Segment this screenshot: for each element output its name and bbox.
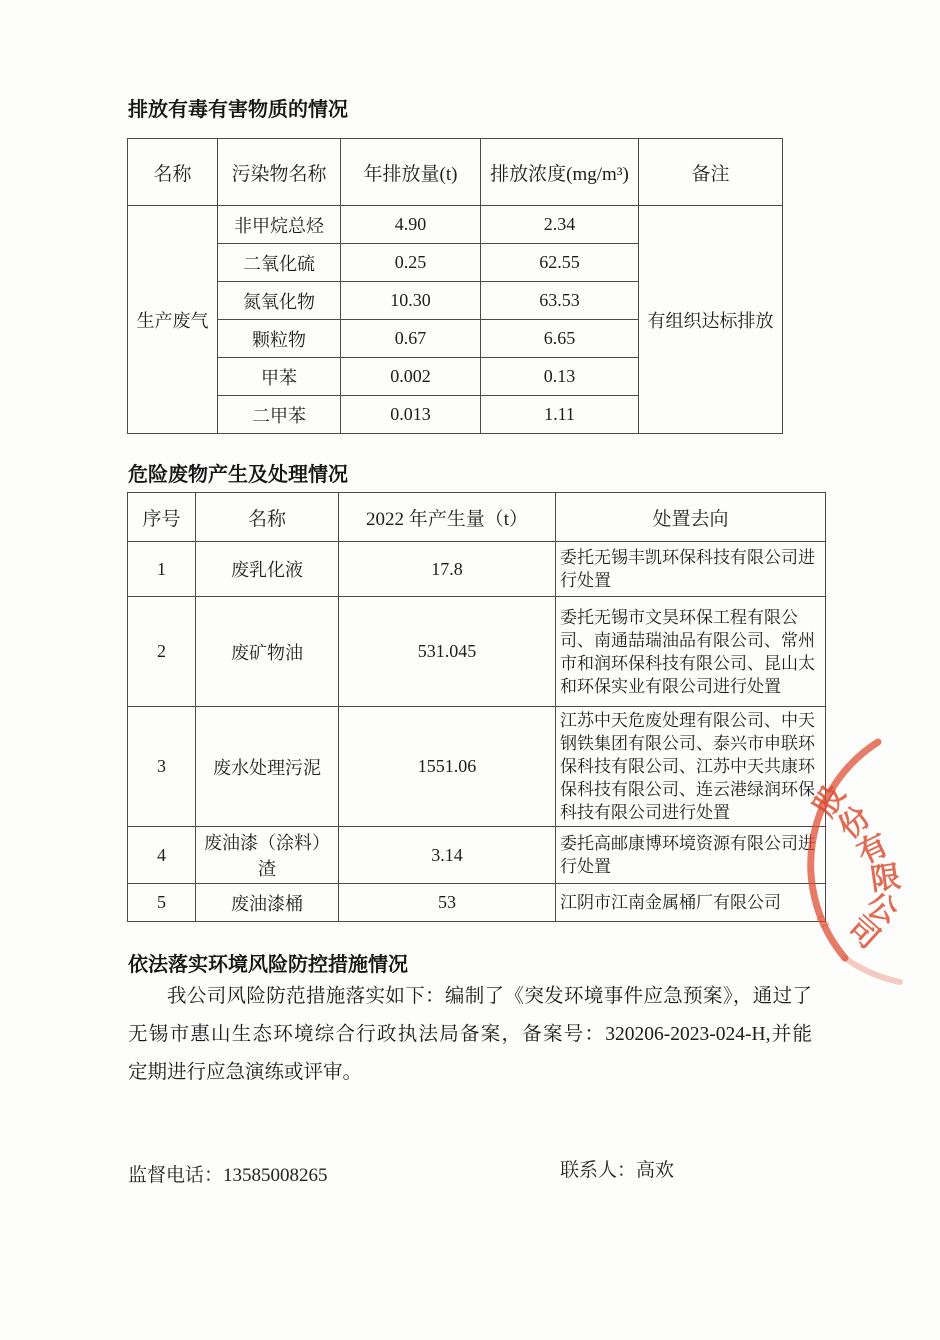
waste-header-row — [128, 493, 826, 542]
pollutant-cell: 氮氧化物 — [218, 282, 341, 320]
amount-cell: 0.002 — [341, 358, 481, 396]
table-row — [128, 597, 826, 707]
pollutant-cell: 颗粒物 — [218, 320, 341, 358]
destination-cell: 委托高邮康博环境资源有限公司进行处置 — [556, 827, 826, 884]
concentration-cell: 63.53 — [481, 282, 639, 320]
stamp-char: 限 — [868, 860, 903, 898]
pollutant-cell: 二甲苯 — [218, 396, 341, 434]
column-header: 序号 — [128, 493, 196, 542]
concentration-cell: 62.55 — [481, 244, 639, 282]
table-row — [128, 884, 826, 922]
amount-cell: 4.90 — [341, 206, 481, 244]
amount-cell: 0.67 — [341, 320, 481, 358]
waste-title: 危险废物产生及处理情况 — [128, 464, 348, 486]
emissions-header-row — [128, 139, 783, 206]
concentration-cell: 6.65 — [481, 320, 639, 358]
stamp-char: 公 — [862, 888, 902, 930]
remark-cell: 有组织达标排放 — [639, 206, 783, 434]
stamp-char: 份 — [832, 800, 877, 846]
column-header: 2022 年产生量（t） — [339, 493, 556, 542]
concentration-cell: 1.11 — [481, 396, 639, 434]
name-cell: 废油漆桶 — [196, 884, 339, 922]
column-header: 年排放量(t) — [341, 139, 481, 206]
paragraph-line: 定期进行应急演练或评审。 — [128, 1062, 363, 1083]
amount-cell: 1551.06 — [339, 707, 556, 827]
column-header: 处置去向 — [556, 493, 826, 542]
pollutant-cell: 甲苯 — [218, 358, 341, 396]
column-header: 名称 — [196, 493, 339, 542]
no-cell: 4 — [128, 827, 196, 884]
column-header: 名称 — [128, 139, 218, 206]
supervision-phone: 监督电话：13585008265 — [128, 1165, 328, 1186]
column-header: 污染物名称 — [218, 139, 341, 206]
pollutant-cell: 非甲烷总烃 — [218, 206, 341, 244]
name-cell: 废水处理污泥 — [196, 707, 339, 827]
no-cell: 5 — [128, 884, 196, 922]
stamp-char: 司 — [841, 910, 886, 956]
amount-cell: 10.30 — [341, 282, 481, 320]
hazardous-waste-table — [127, 492, 826, 922]
destination-cell: 江阴市江南金属桶厂有限公司 — [556, 884, 826, 922]
stamp-ring-arc-faint — [845, 958, 900, 982]
table-row — [128, 707, 826, 827]
emissions-table — [127, 138, 783, 434]
table-row — [128, 206, 783, 244]
paragraph-line: 我公司风险防范措施落实如下：编制了《突发环境事件应急预案》，通过了 — [167, 986, 812, 1007]
amount-cell: 531.045 — [339, 597, 556, 707]
stamp-char: 股 — [808, 779, 852, 823]
destination-cell: 委托无锡丰凯环保科技有限公司进行处置 — [556, 542, 826, 597]
contact-person: 联系人：高欢 — [560, 1160, 675, 1181]
no-cell: 3 — [128, 707, 196, 827]
name-cell: 废矿物油 — [196, 597, 339, 707]
pollutant-cell: 二氧化硫 — [218, 244, 341, 282]
concentration-cell: 2.34 — [481, 206, 639, 244]
paragraph-line: 无锡市惠山生态环境综合行政执法局备案，备案号：320206-2023-024-H,并能 — [128, 1024, 812, 1045]
risk-paragraph — [128, 978, 812, 1092]
category-cell: 生产废气 — [128, 206, 218, 434]
stamp-char: 有 — [852, 828, 894, 871]
name-cell: 废油漆（涂料）渣 — [196, 827, 339, 884]
column-header: 排放浓度(mg/m³) — [481, 139, 639, 206]
column-header: 备注 — [639, 139, 783, 206]
amount-cell: 53 — [339, 884, 556, 922]
table-row — [128, 542, 826, 597]
amount-cell: 0.013 — [341, 396, 481, 434]
stamp-digits: 6 2 — [813, 912, 832, 932]
emissions-title: 排放有毒有害物质的情况 — [128, 99, 348, 121]
table-row — [128, 827, 826, 884]
destination-cell: 委托无锡市文昊环保工程有限公司、南通喆瑞油品有限公司、常州市和润环保科技有限公司、昆山太和环保实业有限公司进行处置 — [556, 597, 826, 707]
risk-title: 依法落实环境风险防控措施情况 — [128, 954, 408, 976]
destination-cell: 江苏中天危废处理有限公司、中天钢铁集团有限公司、泰兴市申联环保科技有限公司、江苏中天共康环保科技有限公司、连云港绿润环保科技有限公司进行处置 — [556, 707, 826, 827]
no-cell: 2 — [128, 597, 196, 707]
amount-cell: 3.14 — [339, 827, 556, 884]
concentration-cell: 0.13 — [481, 358, 639, 396]
name-cell: 废乳化液 — [196, 542, 339, 597]
amount-cell: 0.25 — [341, 244, 481, 282]
no-cell: 1 — [128, 542, 196, 597]
amount-cell: 17.8 — [339, 542, 556, 597]
